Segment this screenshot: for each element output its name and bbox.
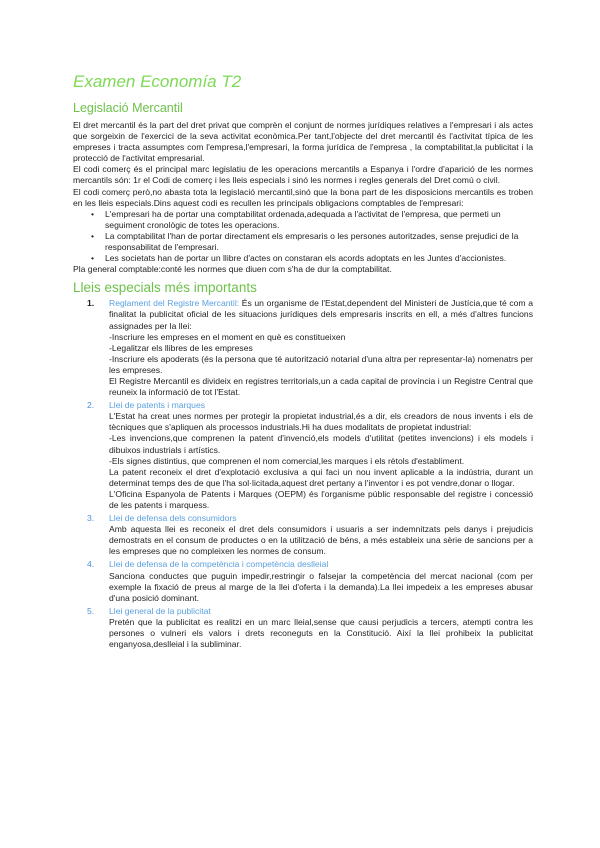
section-title-legislacio: Legislació Mercantil (73, 101, 183, 115)
item-line: -Legalitzar els llibres de les empreses (109, 342, 253, 353)
item-line: Amb aquesta llei es reconeix el dret dels consumidors i usuaris a ser indemnitzats pels danys i prejudicis demostrats en el consum de productes o en la utilització de béns, a més estableix una sèrie de sancions per a les empreses que no compleixen les normes de consum. (109, 524, 533, 557)
item-line: -Inscriure les empreses en el moment en què es constitueixen (109, 331, 346, 342)
obligations-list (73, 209, 533, 264)
section-title-lleis: Lleis especials més importants (73, 280, 257, 296)
list-item (87, 400, 533, 511)
item-line: Sanciona conductes que puguin impedir,restringir o falsejar la competència del mercat nacional (com per exemple la fixació de preus al marge de la llei d'oferta i la demanda).La llei impedeix a les empreses abusar d'una posició dominant. (109, 570, 533, 603)
list-item: • L'empresari ha de portar una comptabilitat ordenada,adequada a l'activitat de l'empresa, que permeti un seguiment cronològic de totes les operacions. (91, 209, 533, 231)
list-item (87, 606, 533, 650)
list-item (87, 559, 533, 603)
laws-list (73, 298, 533, 650)
item-line: L'Oficina Espanyola de Patents i Marques (OEPM) és l'organisme públic responsable del registre i concessió de les patents i marquess. (109, 488, 533, 510)
item-line: Pretén que la publicitat es realitzi en un marc lleial,sense que causi perjudicis a tercers, atempti contra les persones o vulneri els valors i drets reconeguts en la Constitució. Així la llei prohibeix la publicitat enganyosa,deslleial i la subliminar. (109, 616, 533, 650)
item-lead: És un organisme de l'Estat,dependent del Ministeri de Justícia,que té com a finalitat la publicitat oficial de les situacions jurídiques dels empresaris inscrits en ell, a més d'altres funcions assignades per la llei: (109, 298, 533, 331)
item-line: -Inscriure els apoderats (és la persona que té autorització notarial d'una altra per representar-la) nomenatrs per les empreses. (109, 353, 533, 375)
paragraph: El codi comerç és el principal marc legislatiu de les operacions mercantils a Espanya i l'ordre d'aparició de les normes mercantils són: 1r el Codi de comerç i les lleis especials i sinó les normes i regles generals del Dret comú o civil. (73, 164, 533, 186)
item-line: L'Estat ha creat unes normes per protegir la propietat industrial,és a dir, els creadors de nous invents i els de tècniques que s'apliquen als processos industrials.Hi ha dues modalitats de propietat industrial: (109, 411, 533, 433)
item-number: 2. (87, 400, 95, 411)
paragraph: Pla general comptable:conté les normes que diuen com s'ha de dur la comptabilitat. (73, 264, 392, 275)
list-item (87, 513, 533, 557)
item-label: Llei general de la publicitat (109, 605, 211, 616)
item-number: 4. (87, 559, 95, 570)
paragraph: El codi comerç però,no abasta tota la legislació mercantil,sinó que la bona part de les disposicions mercantils es troben en les lleis especials.Dins aquest codi es recullen les principals obligacions comptables de l'empresari: (73, 186, 533, 208)
item-number: 5. (87, 605, 95, 616)
item-number: 1. (87, 298, 95, 309)
item-line: -Els signes distintius, que comprenen el nom comercial,les marques i els rètols d'establiment. (109, 455, 465, 466)
item-label: Llei de defensa de la competència i competència deslleial (109, 559, 329, 570)
list-item: • Les societats han de portar un llibre d'actes on constaran els acords adoptats en les Juntes d'accionistes. (91, 253, 533, 264)
item-number: 3. (87, 513, 95, 524)
paragraph: El dret mercantil és la part del dret privat que comprèn el conjunt de normes jurídiques relatives a l'empresari i als actes que sorgeixin de l'exercici de la seva activitat econòmica.Per tant,l'objecte del dret mercantil és l'activitat típica de les empreses i tracta assumptes com l'empresa,l'empresari, la forma jurídica de l'empresa , la comptabilitat,la publicitat i la protecció de l'activitat empresarial. (73, 120, 533, 164)
document-page (73, 72, 533, 652)
item-label: Llei de defensa dels consumidors (109, 513, 237, 524)
list-item: • La comptabilitat l'han de portar directament els empresaris o les persones autoritzades, sense prejudici de la responsabilitat de l'empresari. (91, 231, 533, 253)
document-title: Examen Economía T2 (73, 72, 242, 91)
item-label: Llei de patents i marques (109, 400, 206, 411)
item-label: Reglament del Registre Mercantil: (109, 298, 240, 309)
list-item (87, 298, 533, 398)
item-line: El Registre Mercantil es divideix en registres territorials,un a cada capital de província i un Registre Central que reuneix la informació de tot l'Estat. (109, 375, 533, 398)
item-line: -Les invencions,que comprenen la patent d'invenció,els models d'utilitat (petites invencions) i els models i dibuixos industrials i artístics. (109, 433, 533, 455)
item-line: La patent reconeix el dret d'explotació exclusiva a qui faci un nou invent aplicable a la indústria, durant un determinat temps des de que l'ha sol·licitada,aquest dret pertany a l'inventor i es pot vendre,donar o llogar. (109, 466, 533, 488)
